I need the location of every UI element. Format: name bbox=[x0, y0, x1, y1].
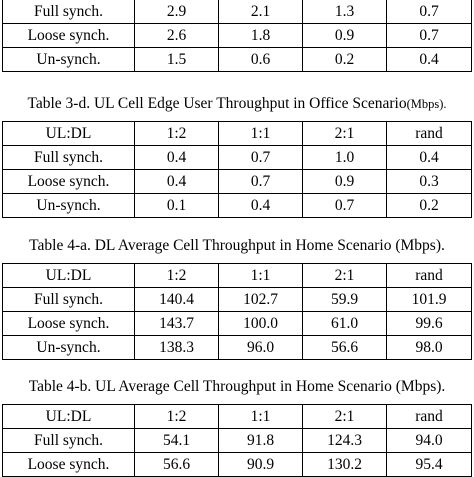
row-label-cell: Loose synch. bbox=[3, 170, 135, 194]
table-cell: 61.0 bbox=[303, 312, 387, 336]
table-cell: 1.0 bbox=[303, 146, 387, 170]
table-cell: 0.2 bbox=[303, 48, 387, 72]
table-cell: 56.6 bbox=[135, 453, 219, 477]
table-cell: 0.7 bbox=[219, 170, 303, 194]
table-cell: 0.3 bbox=[387, 170, 472, 194]
table-row bbox=[3, 170, 472, 194]
table-row bbox=[3, 48, 472, 72]
table-cell: 54.1 bbox=[135, 429, 219, 453]
table-row bbox=[3, 312, 472, 336]
table-cell: rand bbox=[387, 264, 472, 288]
table-cell: rand bbox=[387, 405, 472, 429]
table-cell: 0.4 bbox=[135, 146, 219, 170]
row-label-cell: Full synch. bbox=[3, 146, 135, 170]
table-cell: 1:2 bbox=[135, 405, 219, 429]
table-cell: 95.4 bbox=[387, 453, 472, 477]
table-row bbox=[3, 0, 472, 24]
table-body bbox=[3, 264, 472, 360]
row-label-cell: Full synch. bbox=[3, 429, 135, 453]
table-row bbox=[3, 429, 472, 453]
table-cell: 138.3 bbox=[135, 336, 219, 360]
table-cell: 0.7 bbox=[387, 24, 472, 48]
row-label-cell: Full synch. bbox=[3, 0, 135, 24]
table-row bbox=[3, 194, 472, 218]
row-label-cell: Loose synch. bbox=[3, 24, 135, 48]
table-cell: 102.7 bbox=[219, 288, 303, 312]
row-label-cell: Full synch. bbox=[3, 288, 135, 312]
table-cell: 0.4 bbox=[387, 146, 472, 170]
table-row bbox=[3, 122, 472, 146]
table-row bbox=[3, 336, 472, 360]
row-label-cell: UL:DL bbox=[3, 122, 135, 146]
caption-text: Table 3-d. UL Cell Edge User Throughput in Office Scenario bbox=[27, 95, 407, 112]
table-row bbox=[3, 24, 472, 48]
table-cell: 2:1 bbox=[303, 405, 387, 429]
table-3d bbox=[2, 121, 472, 218]
table-cell: 140.4 bbox=[135, 288, 219, 312]
table-row bbox=[3, 453, 472, 477]
table-cell: 91.8 bbox=[219, 429, 303, 453]
table-cell: 1:1 bbox=[219, 405, 303, 429]
table-cell: 94.0 bbox=[387, 429, 472, 453]
table-cell: 2:1 bbox=[303, 264, 387, 288]
table-cell: 130.2 bbox=[303, 453, 387, 477]
table-cell: 2.6 bbox=[135, 24, 219, 48]
table-cell: 100.0 bbox=[219, 312, 303, 336]
table-4b-caption: Table 4-b. UL Average Cell Throughput in Home Scenario (Mbps). bbox=[28, 378, 446, 395]
table-4b bbox=[2, 404, 472, 477]
table-4a-caption: Table 4-a. DL Average Cell Throughput in Home Scenario (Mbps). bbox=[29, 237, 445, 254]
caption-unit: (Mbps). bbox=[406, 97, 447, 111]
table-cell: 96.0 bbox=[219, 336, 303, 360]
table-cell: 0.7 bbox=[303, 194, 387, 218]
table-3d-caption bbox=[0, 95, 474, 113]
row-label-cell: UL:DL bbox=[3, 264, 135, 288]
table-cell: 0.7 bbox=[387, 0, 472, 24]
table-cell: 101.9 bbox=[387, 288, 472, 312]
table-row bbox=[3, 146, 472, 170]
table-cell: 0.4 bbox=[387, 48, 472, 72]
row-label-cell: Loose synch. bbox=[3, 312, 135, 336]
row-label-cell: Un-synch. bbox=[3, 48, 135, 72]
table-cell: 2.9 bbox=[135, 0, 219, 24]
table-cell: 1.8 bbox=[219, 24, 303, 48]
table-row bbox=[3, 264, 472, 288]
table-4a bbox=[2, 263, 472, 360]
table-cell: 1:1 bbox=[219, 122, 303, 146]
table-cell: 0.9 bbox=[303, 170, 387, 194]
table-cell: 124.3 bbox=[303, 429, 387, 453]
table-body bbox=[3, 122, 472, 218]
row-label-cell: Un-synch. bbox=[3, 194, 135, 218]
table-body bbox=[3, 0, 472, 72]
table-cell: 1:2 bbox=[135, 264, 219, 288]
table-cell: 99.6 bbox=[387, 312, 472, 336]
table-cell: 1:1 bbox=[219, 264, 303, 288]
table-cell: 0.2 bbox=[387, 194, 472, 218]
table-cell: 98.0 bbox=[387, 336, 472, 360]
table-cell: 2:1 bbox=[303, 122, 387, 146]
table-row bbox=[3, 405, 472, 429]
table-cell: 1:2 bbox=[135, 122, 219, 146]
table-cell: 2.1 bbox=[219, 0, 303, 24]
row-label-cell: Loose synch. bbox=[3, 453, 135, 477]
table-cell: 0.6 bbox=[219, 48, 303, 72]
table-cell: 1.3 bbox=[303, 0, 387, 24]
table-cell: 0.9 bbox=[303, 24, 387, 48]
row-label-cell: UL:DL bbox=[3, 405, 135, 429]
table-cell: 0.7 bbox=[219, 146, 303, 170]
table-row bbox=[3, 288, 472, 312]
table-body bbox=[3, 405, 472, 477]
table-cell: 0.4 bbox=[135, 170, 219, 194]
table-cell: rand bbox=[387, 122, 472, 146]
table-cell: 90.9 bbox=[219, 453, 303, 477]
table-cell: 0.1 bbox=[135, 194, 219, 218]
table-3c-partial bbox=[2, 0, 472, 72]
table-cell: 59.9 bbox=[303, 288, 387, 312]
table-cell: 143.7 bbox=[135, 312, 219, 336]
row-label-cell: Un-synch. bbox=[3, 336, 135, 360]
table-cell: 0.4 bbox=[219, 194, 303, 218]
table-cell: 1.5 bbox=[135, 48, 219, 72]
table-cell: 56.6 bbox=[303, 336, 387, 360]
